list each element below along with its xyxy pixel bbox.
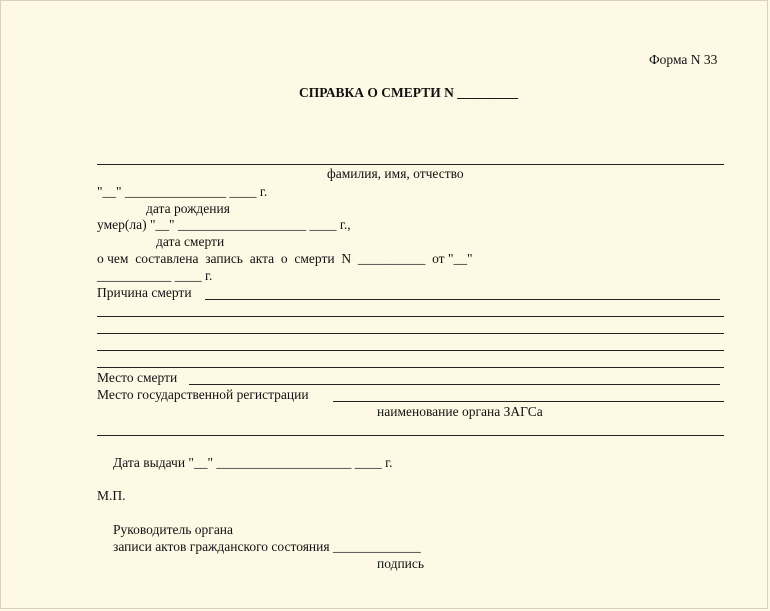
document-title: СПРАВКА О СМЕРТИ N _________ [299, 85, 518, 100]
death-date-line: умер(ла) "__" ___________________ ____ г., [97, 217, 351, 232]
form-number: Форма N 33 [649, 52, 718, 67]
place-of-death-label: Место смерти [97, 370, 178, 385]
cause-line-5 [97, 367, 724, 368]
registration-place-line [333, 401, 724, 402]
cause-line-2 [97, 316, 724, 317]
fio-caption: фамилия, имя, отчество [327, 166, 464, 181]
birth-date-caption: дата рождения [146, 201, 230, 216]
head-title-line-1: Руководитель органа [113, 522, 234, 537]
stamp-place: М.П. [97, 488, 126, 503]
record-line: о чем составлена запись акта о смерти N __________ от "__" [97, 251, 473, 266]
place-of-death-line [189, 384, 720, 385]
death-date-caption: дата смерти [156, 234, 225, 249]
issue-date-line: Дата выдачи "__" ____________________ ____ г. [113, 455, 393, 470]
signature-caption: подпись [377, 556, 425, 571]
zags-line [97, 435, 724, 436]
cause-line-1 [205, 299, 720, 300]
registration-place-label: Место государственной регистрации [97, 387, 309, 402]
zags-caption: наименование органа ЗАГСа [377, 404, 543, 419]
cause-line-3 [97, 333, 724, 334]
fio-line [97, 164, 724, 165]
record-line-date: ___________ ____ г. [97, 268, 213, 283]
head-title-line-2: записи актов гражданского состояния _____________ [113, 539, 421, 554]
cause-line-4 [97, 350, 724, 351]
birth-date-line: "__" _______________ ____ г. [97, 184, 268, 199]
cause-of-death-label: Причина смерти [97, 285, 192, 300]
